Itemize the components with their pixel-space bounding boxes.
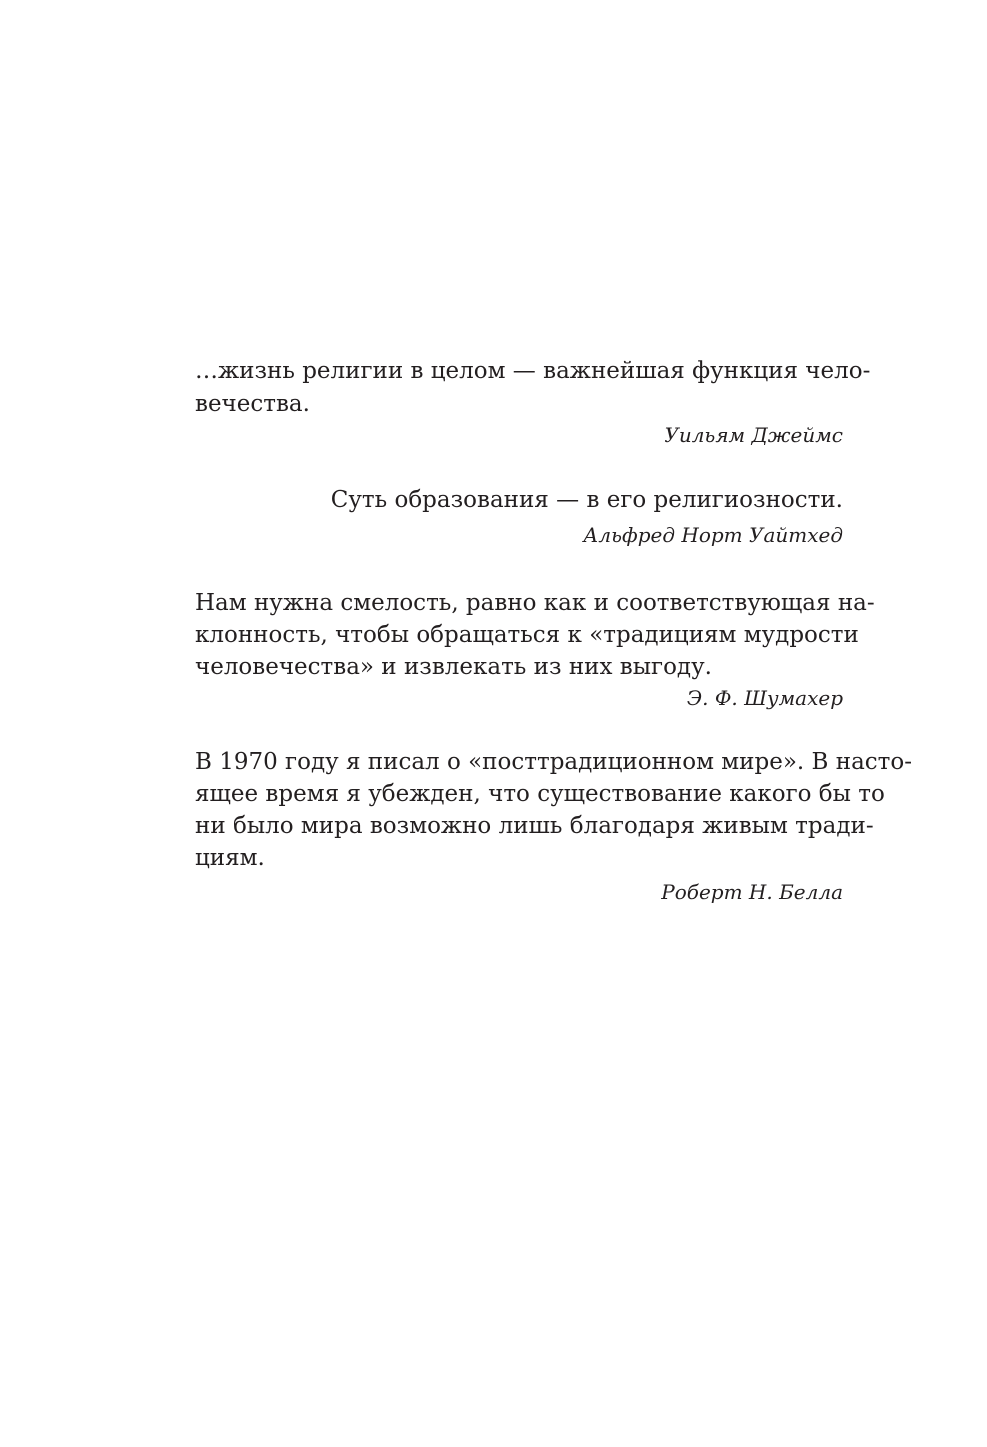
epigraph-line: ни было мира возможно лишь благодаря живым тради-: [195, 813, 874, 839]
epigraph-author: Роберт Н. Белла: [661, 880, 843, 904]
epigraph-author: Э. Ф. Шумахер: [686, 686, 843, 710]
epigraph-line: ящее время я убежден, что существование какого бы то: [195, 781, 885, 807]
epigraph-line: Суть образования — в его религиозности.: [330, 487, 843, 513]
epigraph-line: циям.: [195, 845, 265, 871]
epigraph-line: …жизнь религии в целом — важнейшая функция чело-: [195, 358, 871, 384]
epigraph-line: Нам нужна смелость, равно как и соответствующая на-: [195, 590, 875, 616]
epigraph-line: клонность, чтобы обращаться к «традициям мудрости: [195, 622, 859, 648]
epigraph-line: человечества» и извлекать из них выгоду.: [195, 654, 712, 680]
epigraph-line: вечества.: [195, 391, 310, 417]
epigraph-line: В 1970 году я писал о «посттрадиционном мире». В насто-: [195, 749, 913, 775]
epigraph-author: Альфред Норт Уайтхед: [583, 523, 843, 547]
epigraph-author: Уильям Джеймс: [664, 423, 843, 447]
